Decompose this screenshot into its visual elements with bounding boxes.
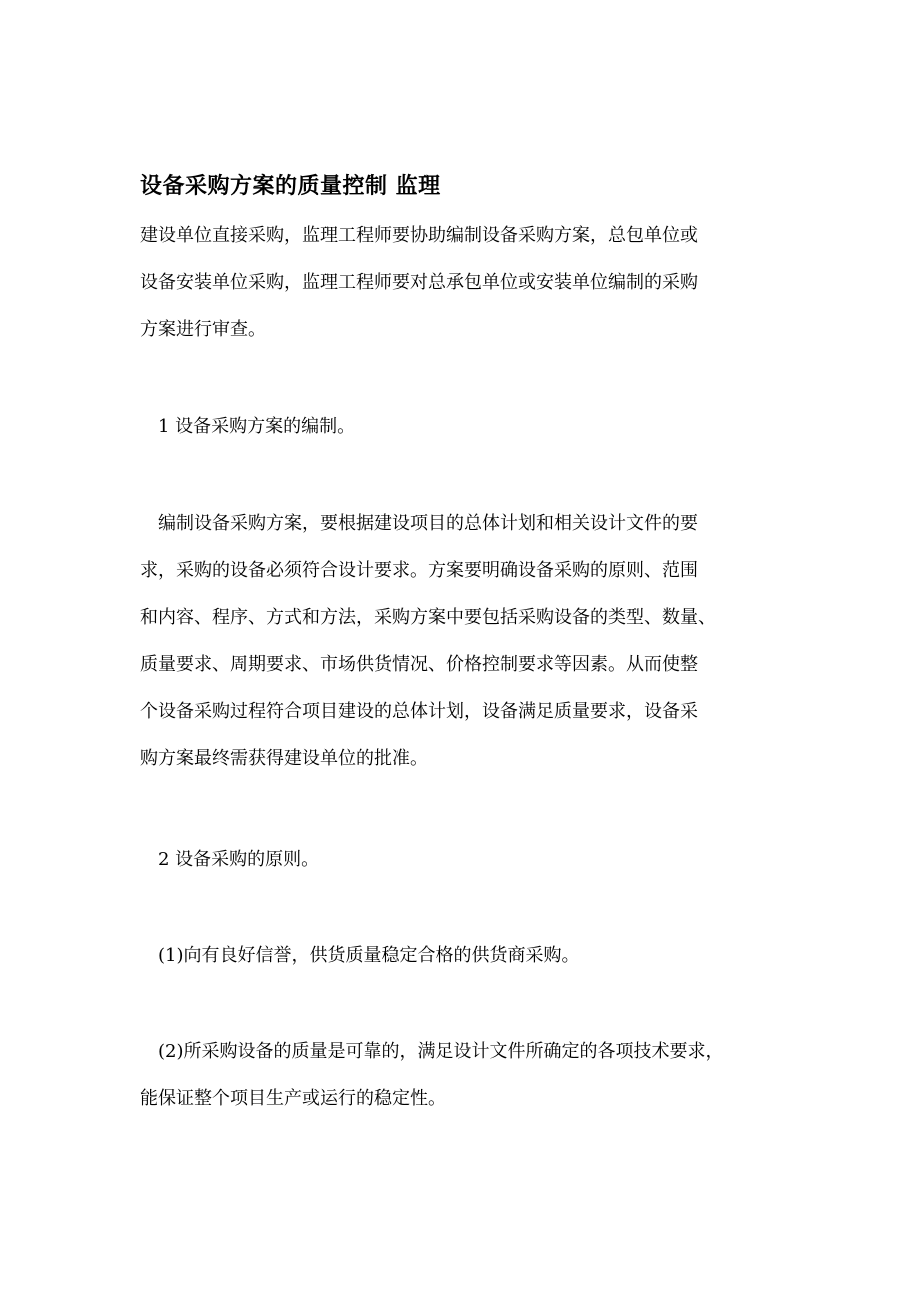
section1-heading: 1 设备采购方案的编制。 (158, 416, 356, 437)
section1-body-line: 求，采购的设备必须符合设计要求。方案要明确设备采购的原则、范围 (140, 560, 698, 581)
section1-body-line: 编制设备采购方案，要根据建设项目的总体计划和相关设计文件的要 (158, 513, 698, 534)
principle2-line: 能保证整个项目生产或运行的稳定性。 (140, 1088, 446, 1109)
section2-heading: 2 设备采购的原则。 (158, 849, 320, 870)
section1-body-line: 购方案最终需获得建设单位的批准。 (140, 748, 428, 769)
principle2-paragraph (140, 1028, 790, 1122)
section1-body-paragraph (140, 500, 790, 782)
document-title: 设备采购方案的质量控制 监理 (140, 173, 441, 199)
intro-paragraph (140, 212, 790, 353)
section1-heading-paragraph (140, 403, 790, 450)
principle1-paragraph (140, 932, 790, 979)
intro-line: 方案进行审查。 (140, 319, 266, 340)
principle2-line: (2)所采购设备的质量是可靠的，满足设计文件所确定的各项技术要求， (158, 1041, 724, 1062)
section2-heading-paragraph (140, 836, 790, 883)
section1-body-line: 个设备采购过程符合项目建设的总体计划，设备满足质量要求，设备采 (140, 701, 698, 722)
intro-line: 设备安装单位采购，监理工程师要对总承包单位或安装单位编制的采购 (140, 272, 698, 293)
section1-body-line: 和内容、程序、方式和方法，采购方案中要包括采购设备的类型、数量、 (140, 607, 716, 628)
principle1-line: (1)向有良好信誉，供货质量稳定合格的供货商采购。 (158, 945, 580, 966)
section1-body-line: 质量要求、周期要求、市场供货情况、价格控制要求等因素。从而使整 (140, 654, 698, 675)
intro-line: 建设单位直接采购，监理工程师要协助编制设备采购方案，总包单位或 (140, 225, 698, 246)
